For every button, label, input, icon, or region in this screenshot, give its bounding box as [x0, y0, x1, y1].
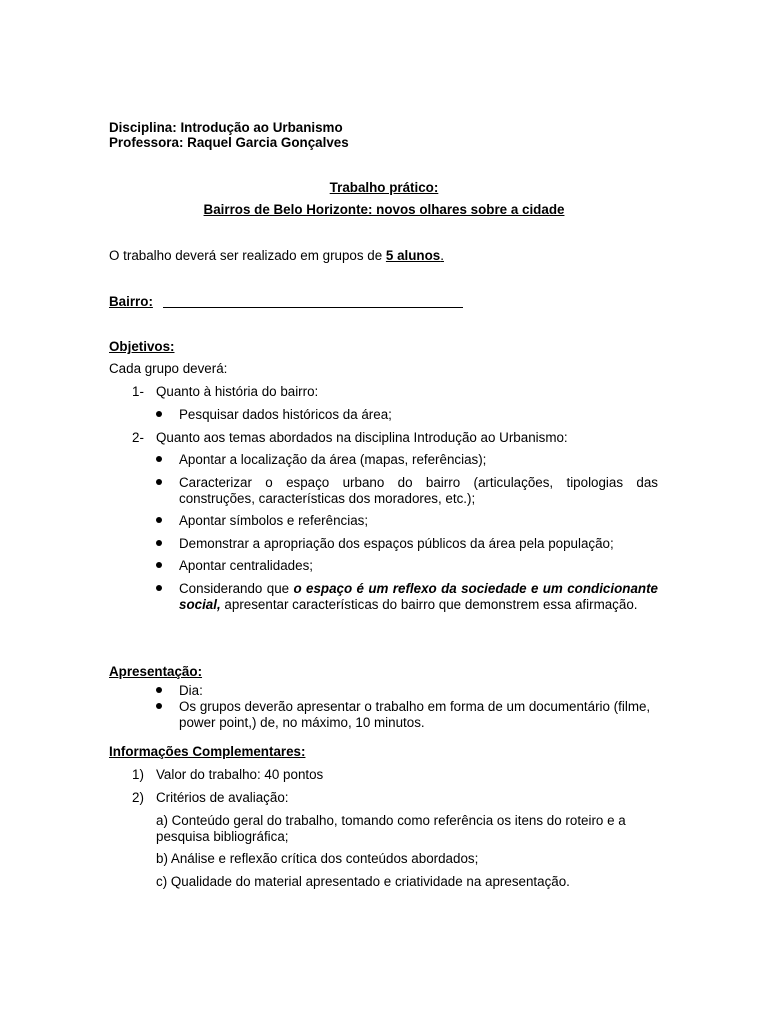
objective-number-2: 2-: [132, 430, 144, 445]
objectives-heading: Objetivos:: [109, 339, 175, 354]
bairro-label: Bairro:: [109, 294, 153, 309]
objective-2-bullet-2: Caracterizar o espaço urbano do bairro (articulações, tipologias das construções, características dos moradores, etc.);: [179, 475, 658, 506]
teacher-value: Raquel Garcia Gonçalves: [187, 135, 349, 150]
intro-end: .: [440, 248, 444, 263]
bullet-dot: [156, 411, 162, 417]
objectives-lead: Cada grupo deverá:: [109, 361, 228, 376]
objective-text-2: Quanto aos temas abordados na disciplina Introdução ao Urbanismo:: [156, 430, 568, 445]
objective-2-bullet-1: Apontar a localização da área (mapas, referências);: [179, 452, 487, 467]
criteria-b: b) Análise e reflexão crítica dos conteúdos abordados;: [156, 851, 479, 866]
discipline-label: Disciplina:: [109, 120, 177, 135]
objective-2-bullet-6: [179, 581, 658, 612]
objective-text-1: Quanto à história do bairro:: [156, 384, 319, 399]
intro-text: O trabalho deverá ser realizado em grupos de: [109, 248, 383, 263]
criteria-a: a) Conteúdo geral do trabalho, tomando como referência os itens do roteiro e a pesquisa bibliográfica;: [156, 813, 626, 844]
bullet-dot: [156, 540, 162, 546]
discipline-value: Introdução ao Urbanismo: [180, 120, 343, 135]
bullet-dot: [156, 456, 162, 462]
bullet-dot: [156, 479, 162, 485]
complementary-text-1: Valor do trabalho: 40 pontos: [156, 767, 324, 782]
bullet-dot: [156, 687, 162, 693]
teacher-label: Professora:: [109, 135, 184, 150]
bairro-blank-line: [163, 307, 463, 308]
bullet-6-before: Considerando que: [179, 581, 290, 596]
objective-2-bullet-4: Demonstrar a apropriação dos espaços públicos da área pela população;: [179, 536, 614, 551]
complementary-heading: Informações Complementares:: [109, 744, 306, 759]
bullet-6-after: apresentar características do bairro que demonstrem essa afirmação.: [224, 596, 638, 612]
teacher-line: [109, 135, 349, 151]
presentation-bullet-1: Dia:: [179, 683, 203, 698]
objective-2-bullet-5: Apontar centralidades;: [179, 558, 313, 573]
complementary-number-1: 1): [132, 767, 144, 782]
bullet-dot: [156, 703, 162, 709]
discipline-line: [109, 120, 343, 136]
bullet-dot: [156, 562, 162, 568]
bullet-dot: [156, 517, 162, 523]
objective-2-bullet-3: Apontar símbolos e referências;: [179, 513, 369, 528]
intro-paragraph: [109, 248, 444, 264]
presentation-bullet-2: Os grupos deverão apresentar o trabalho em forma de um documentário (filme, power point,) de, no máximo, 10 minutos.: [179, 699, 651, 730]
complementary-number-2: 2): [132, 790, 144, 805]
presentation-heading: Apresentação:: [109, 664, 203, 679]
title-line-2: Bairros de Belo Horizonte: novos olhares sobre a cidade: [203, 202, 565, 217]
bullet-dot: [156, 585, 162, 591]
title-line-1: Trabalho prático:: [329, 180, 439, 195]
complementary-text-2: Critérios de avaliação:: [156, 790, 289, 805]
bullet-6-emphasis: o espaço é um reflexo da sociedade e um condicionante social,: [179, 581, 658, 612]
objective-number-1: 1-: [132, 384, 144, 399]
criteria-c: c) Qualidade do material apresentado e criatividade na apresentação.: [156, 874, 570, 889]
objective-1-bullet-1: Pesquisar dados históricos da área;: [179, 407, 392, 422]
intro-emphasis: 5 alunos: [385, 248, 441, 263]
